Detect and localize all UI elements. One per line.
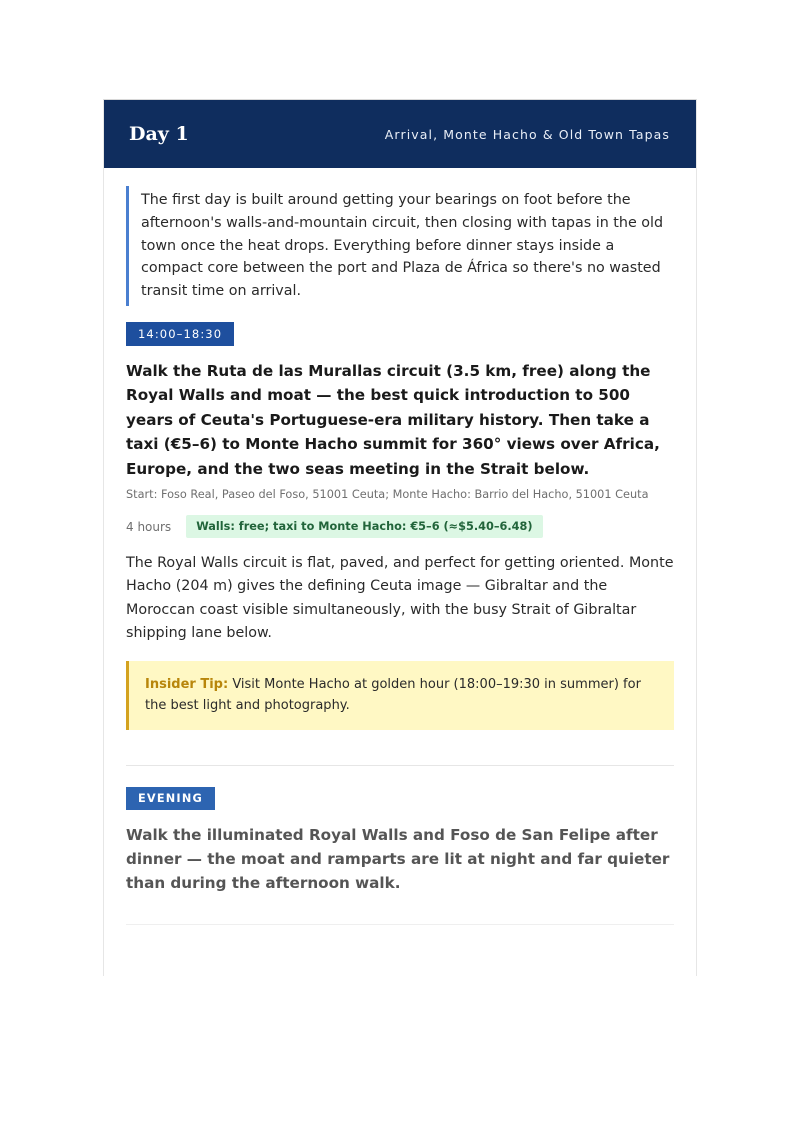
- intro-quote: The first day is built around getting your bearings on foot before the afternoon's walls-and-mountain circuit, then closing with tapas in the old town once the heat drops. Everything before dinner stays inside a compact core between the port and Plaza de África so there's no wasted transit time on arrival.: [126, 186, 674, 306]
- evening-badge: EVENING: [126, 787, 215, 810]
- insider-tip: [126, 661, 674, 730]
- day-title: Day 1: [129, 123, 189, 145]
- activity-address: Start: Foso Real, Paseo del Foso, 51001 Ceuta; Monte Hacho: Barrio del Hacho, 51001 Ceuta: [126, 488, 649, 502]
- activity-headline: Walk the Ruta de las Murallas circuit (3.5 km, free) along the Royal Walls and moat — the best quick introduction to 500 years of Ceuta's Portuguese-era military history. Then take a taxi (€5–6) to Monte Hacho summit for 360° views over Africa, Europe, and the two seas meeting in the Strait below.: [126, 361, 660, 478]
- day-card: [103, 99, 697, 976]
- time-badge: 14:00–18:30: [126, 322, 234, 346]
- tip-text: Visit Monte Hacho at golden hour (18:00–19:30 in summer) for the best light and photography.: [145, 676, 641, 714]
- cost-badge: Walls: free; taxi to Monte Hacho: €5–6 (≈$5.40–6.48): [186, 515, 542, 538]
- tip-label: Insider Tip:: [145, 676, 229, 692]
- activity-description: The Royal Walls circuit is flat, paved, and perfect for getting oriented. Monte Hacho (204 m) gives the defining Ceuta image — Gibraltar and the Moroccan coast visible simultaneously, with the busy Strait of Gibraltar shipping lane below.: [126, 555, 674, 642]
- day-subtitle: Arrival, Monte Hacho & Old Town Tapas: [384, 126, 670, 142]
- section-divider: [126, 765, 674, 766]
- day-header: [104, 100, 696, 168]
- section-divider-bottom: [126, 924, 674, 925]
- duration-label: 4 hours: [126, 519, 172, 534]
- day-content: [104, 168, 696, 925]
- evening-text: Walk the illuminated Royal Walls and Foso de San Felipe after dinner — the moat and ramparts are lit at night and far quieter than during the afternoon walk.: [126, 825, 670, 893]
- activity-meta: [126, 515, 674, 538]
